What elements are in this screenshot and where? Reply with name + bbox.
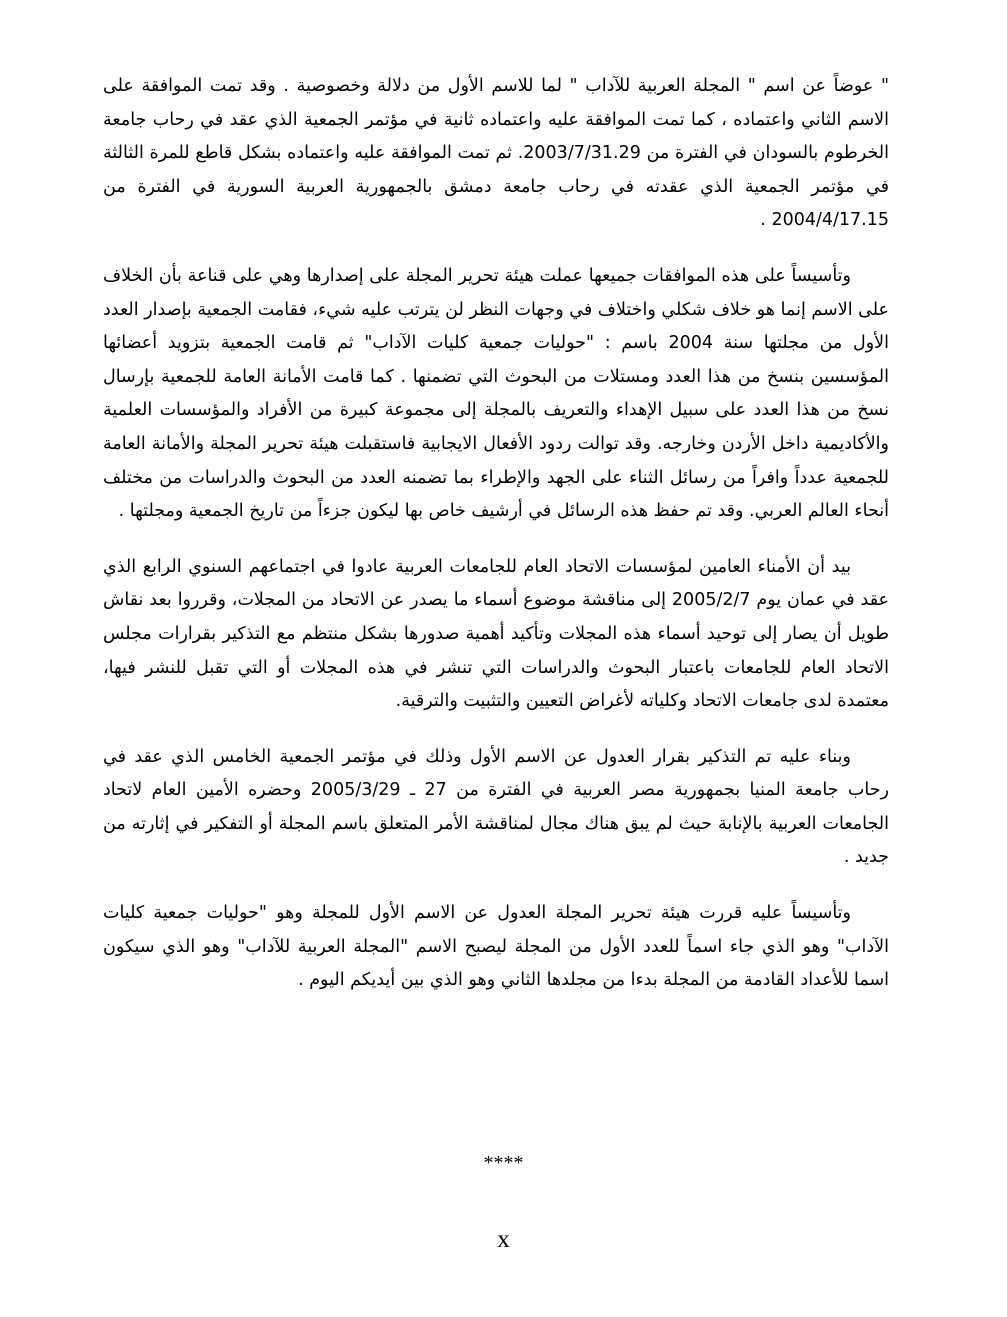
paragraph-3: بيد أن الأمناء العامين لمؤسسات الاتحاد العام للجامعات العربية عادوا في اجتماعهم السنوي الرابع الذي عقد في عمان يوم 2005/2/7 إلى مناقشة موضوع أسماء ما يصدر عن الاتحاد من المجلات، وقرروا بعد نقاش طويل أن يصار إلى توحيد أسماء هذه المجلات وتأكيد أهمية صدورها بشكل منتظم مع التذكير بقرارات مجلس الاتحاد العام للجامعات باعتبار البحوث والدراسات التي تنشر في هذه المجلات أو التي تقبل للنشر فيها، معتمدة لدى جامعات الاتحاد وكلياته لأغراض التعيين والتثبيت والترقية. — [103, 556, 889, 712]
paragraph-4: وبناء عليه تم التذكير بقرار العدول عن الاسم الأول وذلك في مؤتمر الجمعية الخامس الذي عقد في رحاب جامعة المنيا بجمهورية مصر العربية في الفترة من 27 ـ 2005/3/29 وحضره الأمين العام لاتحاد الجامعات العربية بالإنابة حيث لم يبق هناك مجال لمناقشة الأمر المتعلق باسم المجلة أو التفكير في إثارته من جديد . — [103, 746, 889, 868]
section-separator: **** — [483, 1152, 524, 1174]
paragraph-1: " عوضاً عن اسم " المجلة العربية للآداب " لما للاسم الأول من دلالة وخصوصية . وقد تمت الموافقة على الاسم الثاني واعتماده ، كما تمت الموافقة عليه واعتماده ثانية في مؤتمر الجمعية الذي عقد في رحاب جامعة الخرطوم بالسودان في الفترة من 2003/7/31.29. ثم تمت الموافقة عليه واعتماده بشكل قاطع للمرة الثالثة في مؤتمر الجمعية الذي عقدته في رحاب جامعة دمشق بالجمهورية العربية السورية في الفترة من 2004/4/17.15 . — [103, 76, 889, 231]
document-body — [103, 70, 889, 998]
paragraph-2: وتأسيساً على هذه الموافقات جميعها عملت هيئة تحرير المجلة على إصدارها وهي على قناعة بأن الخلاف على الاسم إنما هو خلاف شكلي واختلاف في وجهات النظر لن يترتب عليه شيء، فقامت الجمعية بإصدار العدد الأول من مجلتها سنة 2004 باسم : "حوليات جمعية كليات الآداب" ثم قامت الجمعية بتزويد أعضائها المؤسسين بنسخ من هذا العدد ومستلات من البحوث التي تضمنها . كما قامت الأمانة العامة للجمعية بإرسال نسخ من هذا العدد على سبيل الإهداء والتعريف بالمجلة إلى مجموعة كبيرة من الأفراد والمؤسسات العلمية والأكاديمية داخل الأردن وخارجه. وقد توالت ردود الأفعال الايجابية فاستقبلت هيئة تحرير المجلة والأمانة العامة للجمعية عدداً وافراً من رسائل الثناء على الجهد والإطراء بما تضمنه العدد من البحوث والدراسات من مختلف أنحاء العالم العربي. وقد تم حفظ هذه الرسائل في أرشيف خاص بها ليكون جزءاً من تاريخ الجمعية ومجلتها . — [103, 265, 889, 522]
paragraph-5: وتأسيساً عليه قررت هيئة تحرير المجلة العدول عن الاسم الأول للمجلة وهو "حوليات جمعية كليات الآداب" وهو الذي جاء اسماً للعدد الأول من المجلة ليصبح الاسم "المجلة العربية للآداب" وهو الذي سيكون اسما للأعداد القادمة من المجلة بدءا من مجلدها الثاني وهو الذي بين أيديكم اليوم . — [103, 903, 889, 991]
page-number: x — [497, 1226, 510, 1253]
